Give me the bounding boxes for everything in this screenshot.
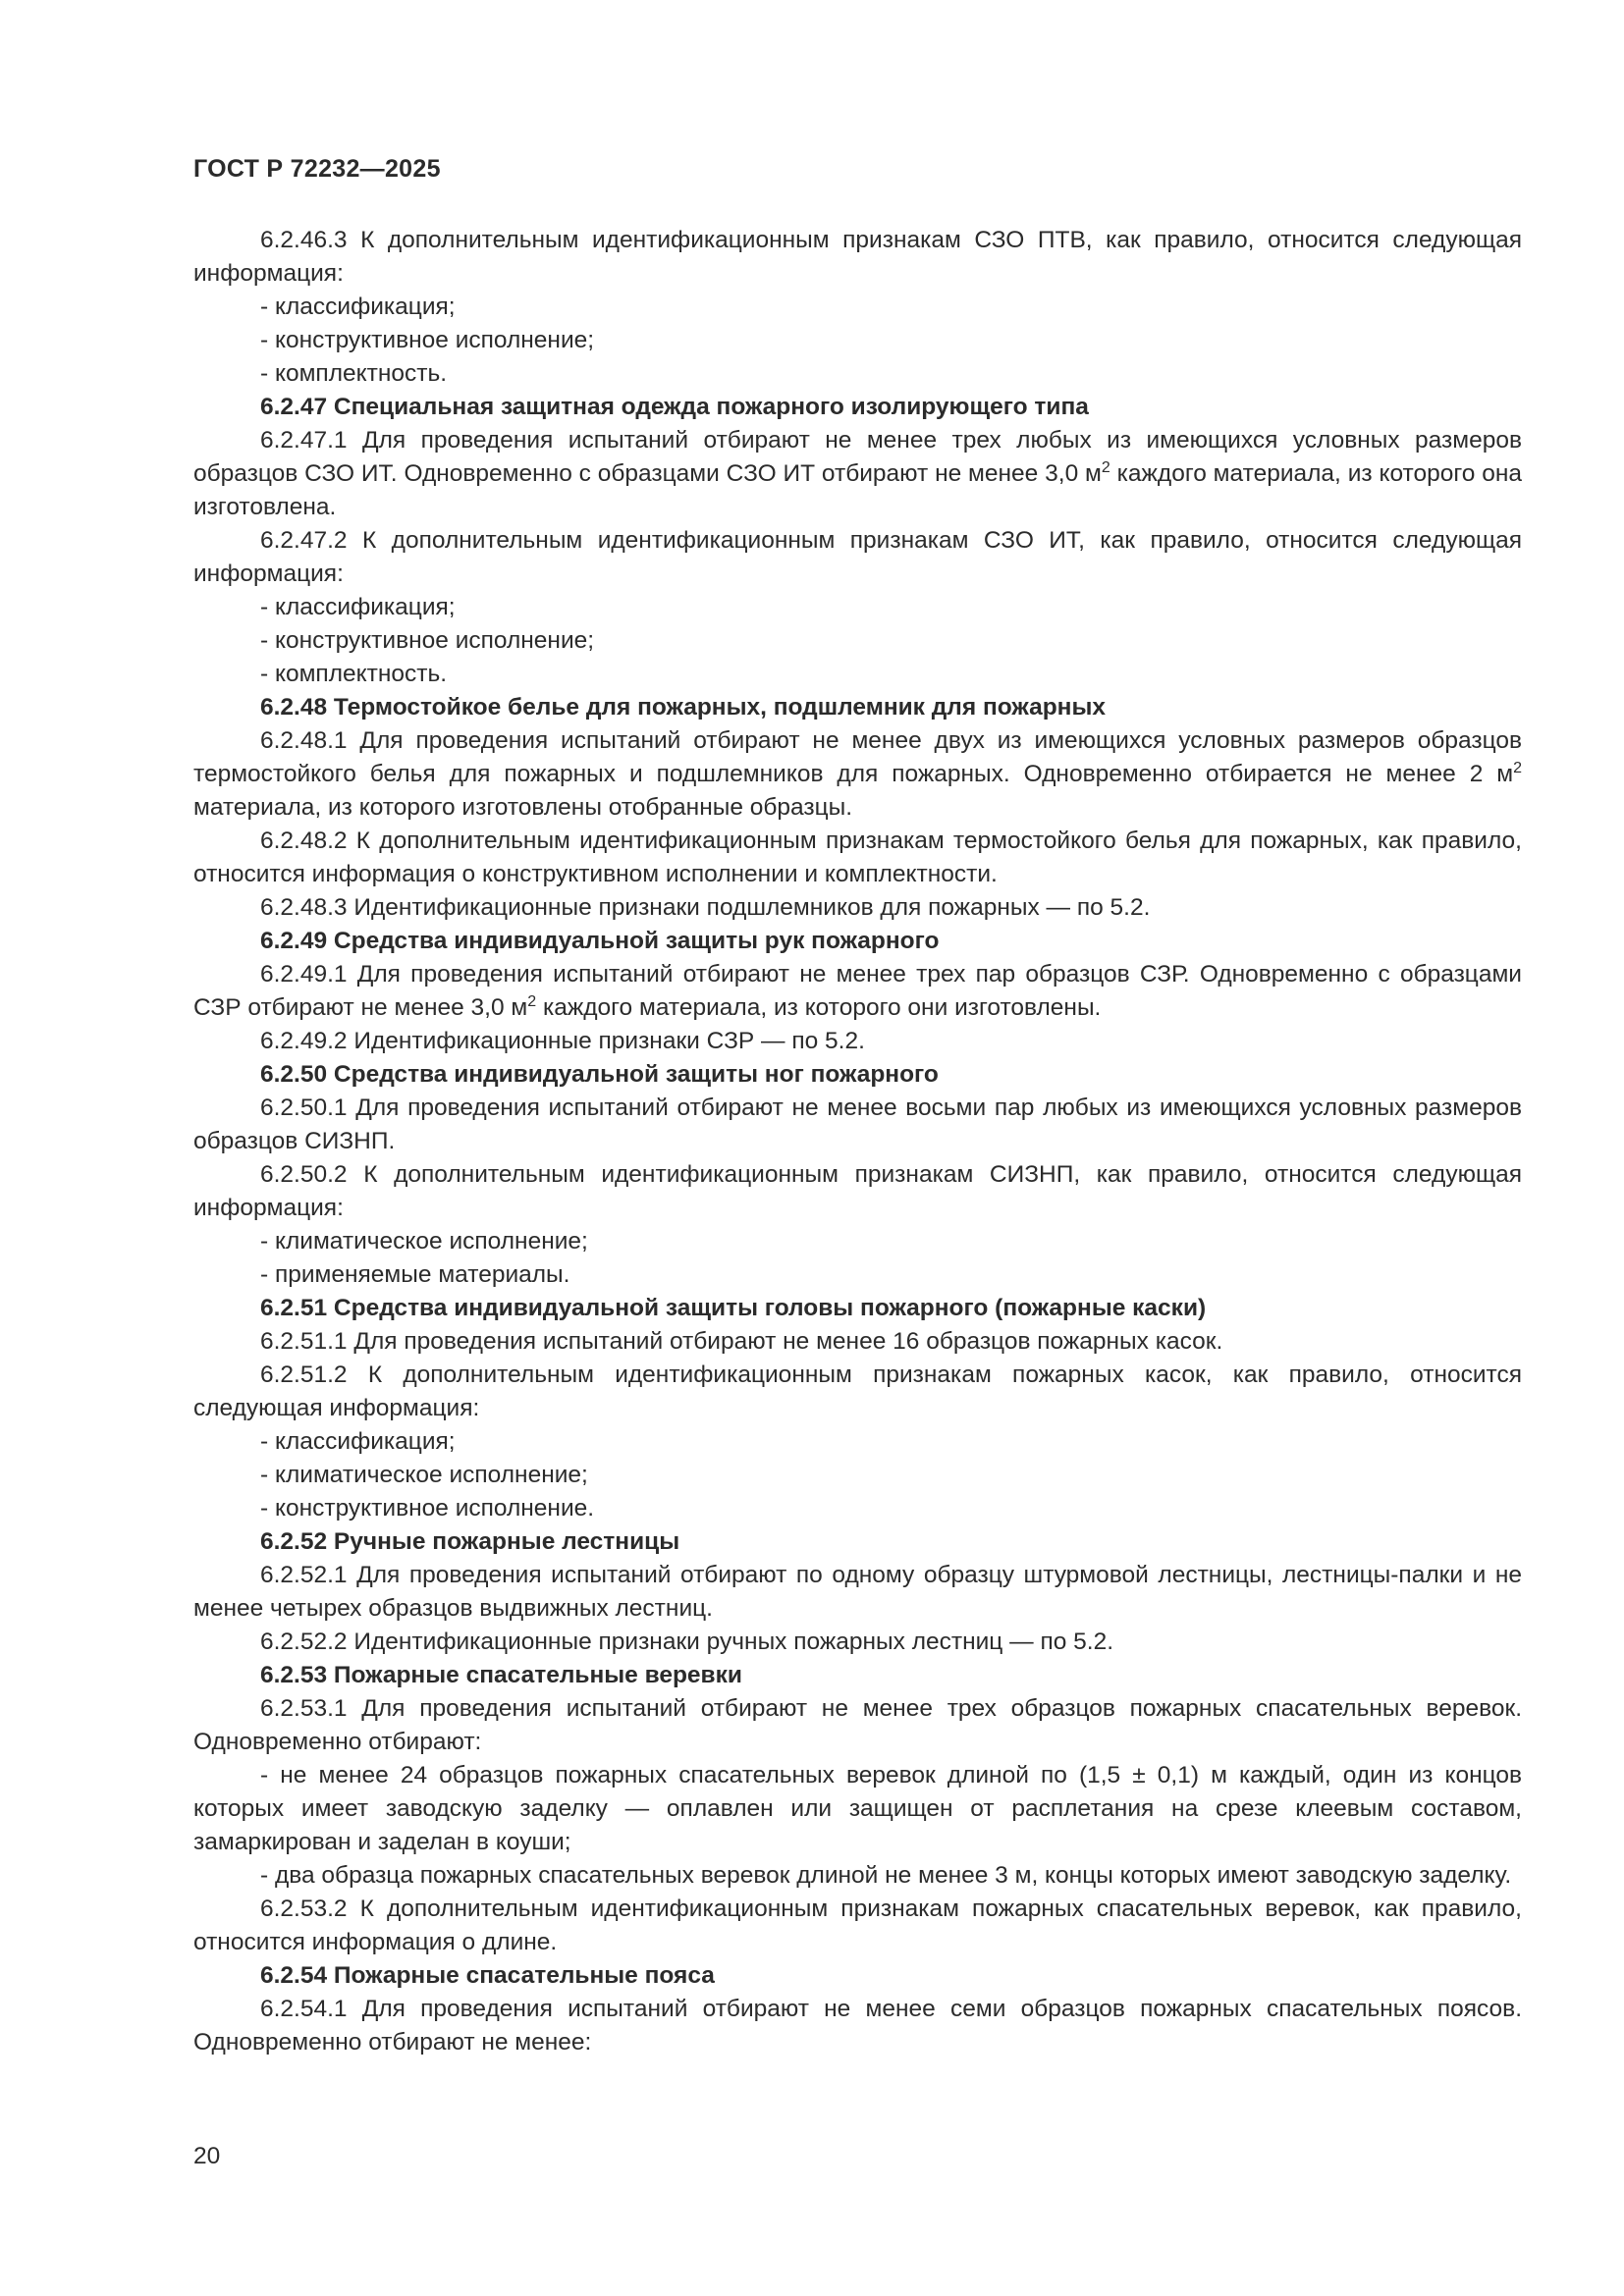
paragraph: 6.2.52.2 Идентификационные признаки ручных пожарных лестниц — по 5.2. bbox=[260, 1629, 1114, 1655]
paragraph: 6.2.47.1 Для проведения испытаний отбирают не менее трех любых из имеющихся условных размеров образцов СЗО ИТ. Одновременно с образцами СЗО ИТ отбирают не менее 3,0 $м^2$ каждого материала, из которого она изготовлена. bbox=[193, 427, 1522, 520]
paragraph: 6.2.51.2 К дополнительным идентификационным признакам пожарных касок, как правило, относится следующая информация: bbox=[193, 1362, 1522, 1421]
page-number: 20 bbox=[193, 2143, 221, 2169]
paragraph: 6.2.54.1 Для проведения испытаний отбирают не менее семи образцов пожарных спасательных поясов. Одновременно отбирают не менее: bbox=[193, 1996, 1522, 2056]
paragraph: 6.2.49.1 Для проведения испытаний отбирают не менее трех пар образцов СЗР. Одновременно с образцами СЗР отбирают не менее 3,0 $м^2$ каждого материала, из которого они изготовлены. bbox=[193, 961, 1522, 1021]
list-item: - применяемые материалы. bbox=[260, 1261, 570, 1288]
list-item: - конструктивное исполнение; bbox=[260, 327, 595, 353]
paragraph: 6.2.47.2 К дополнительным идентификационным признакам СЗО ИТ, как правило, относится следующая информация: bbox=[193, 527, 1522, 587]
list-item: - конструктивное исполнение; bbox=[260, 627, 595, 654]
paragraph: 6.2.48.3 Идентификационные признаки подшлемников для пожарных — по 5.2. bbox=[260, 894, 1151, 921]
section-heading: 6.2.54 Пожарные спасательные пояса bbox=[260, 1962, 715, 1989]
paragraph: 6.2.51.1 Для проведения испытаний отбирают не менее 16 образцов пожарных касок. bbox=[260, 1328, 1223, 1355]
paragraph: 6.2.53.1 Для проведения испытаний отбирают не менее трех образцов пожарных спасательных веревок. Одновременно отбирают: bbox=[193, 1695, 1522, 1755]
list-item: - классификация; bbox=[260, 1428, 456, 1455]
section-heading: 6.2.48 Термостойкое белье для пожарных, подшлемник для пожарных bbox=[260, 694, 1107, 721]
section-heading: 6.2.53 Пожарные спасательные веревки bbox=[260, 1662, 742, 1688]
list-item: - комплектность. bbox=[260, 661, 448, 687]
paragraph: 6.2.50.2 К дополнительным идентификационным признакам СИЗНП, как правило, относится следующая информация: bbox=[193, 1161, 1522, 1221]
section-heading: 6.2.49 Средства индивидуальной защиты рук пожарного bbox=[260, 928, 940, 954]
section-heading: 6.2.47 Специальная защитная одежда пожарного изолирующего типа bbox=[260, 394, 1089, 420]
paragraph: 6.2.53.2 К дополнительным идентификационным признакам пожарных спасательных веревок, как правило, относится информация о длине. bbox=[193, 1896, 1522, 1955]
list-item: - комплектность. bbox=[260, 360, 448, 387]
list-item: - климатическое исполнение; bbox=[260, 1462, 588, 1488]
document-header: ГОСТ Р 72232—2025 bbox=[193, 155, 441, 183]
list-item: - климатическое исполнение; bbox=[260, 1228, 588, 1255]
paragraph: 6.2.46.3 К дополнительным идентификационным признакам СЗО ПТВ, как правило, относится следующая информация: bbox=[193, 227, 1522, 287]
paragraph: 6.2.48.1 Для проведения испытаний отбирают не менее двух из имеющихся условных размеров образцов термостойкого белья для пожарных и подшлемников для пожарных. Одновременно отбирается не менее 2 $м^2$ материала, из которого изготовлены отобранные образцы. bbox=[193, 727, 1522, 821]
document-body bbox=[193, 224, 1522, 2059]
list-item: - два образца пожарных спасательных веревок длиной не менее 3 м, концы которых имеют заводскую заделку. bbox=[260, 1862, 1512, 1889]
paragraph: 6.2.50.1 Для проведения испытаний отбирают не менее восьми пар любых из имеющихся условных размеров образцов СИЗНП. bbox=[193, 1095, 1522, 1154]
list-item: - не менее 24 образцов пожарных спасательных веревок длиной по (1,5 ± 0,1) м каждый, один из концов которых имеет заводскую заделку — оплавлен или защищен от расплетания на срезе клеевым составом, замаркирован и заделан в коуши; bbox=[193, 1762, 1522, 1855]
list-item: - конструктивное исполнение. bbox=[260, 1495, 595, 1522]
list-item: - классификация; bbox=[260, 594, 456, 620]
list-item: - классификация; bbox=[260, 294, 456, 320]
paragraph: 6.2.52.1 Для проведения испытаний отбирают по одному образцу штурмовой лестницы, лестницы-палки и не менее четырех образцов выдвижных лестниц. bbox=[193, 1562, 1522, 1622]
paragraph: 6.2.48.2 К дополнительным идентификационным признакам термостойкого белья для пожарных, как правило, относится информация о конструктивном исполнении и комплектности. bbox=[193, 828, 1522, 887]
paragraph: 6.2.49.2 Идентификационные признаки СЗР — по 5.2. bbox=[260, 1028, 865, 1054]
section-heading: 6.2.51 Средства индивидуальной защиты головы пожарного (пожарные каски) bbox=[260, 1295, 1207, 1321]
section-heading: 6.2.50 Средства индивидуальной защиты ног пожарного bbox=[260, 1061, 939, 1088]
section-heading: 6.2.52 Ручные пожарные лестницы bbox=[260, 1528, 680, 1555]
